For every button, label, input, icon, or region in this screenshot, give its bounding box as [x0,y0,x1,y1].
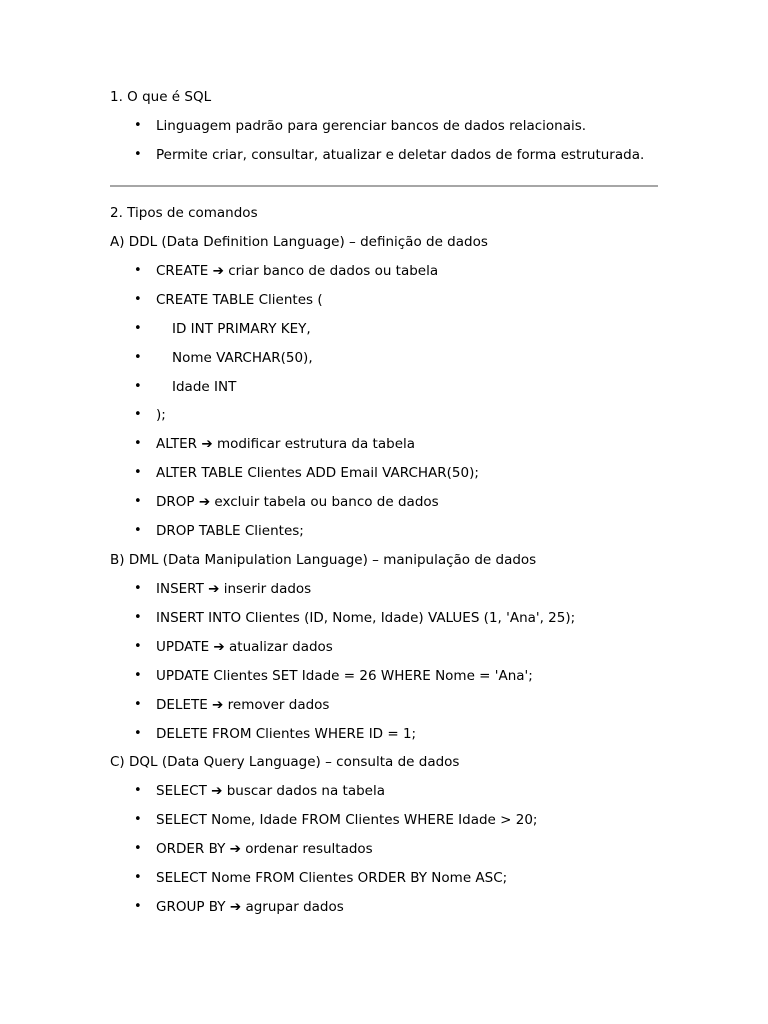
list-item [156,782,385,800]
list-item [156,378,236,396]
list-item [156,898,344,916]
list-item [156,146,644,164]
list-item-text: Nome VARCHAR(50), [172,350,313,366]
list-item [156,349,313,367]
list-item [156,869,507,887]
list-item-text: ); [156,407,166,423]
list-item-text: SELECT Nome FROM Clientes ORDER BY Nome ASC; [156,870,508,886]
list-item-text: INSERT ➔ inserir dados [156,581,312,597]
list-item-text: Permite criar, consultar, atualizar e deletar dados de forma estruturada. [156,147,645,163]
list-item [156,725,416,743]
list-item [156,117,586,135]
subsection-heading-ddl: A) DDL (Data Definition Language) – definição de dados [110,234,488,250]
list-item [156,580,311,598]
list-item [156,262,438,280]
subsection-heading-dml: B) DML (Data Manipulation Language) – manipulação de dados [110,552,537,568]
horizontal-divider [110,185,658,187]
section-heading-what-is-sql: 1. O que é SQL [110,89,212,105]
list-item-text: INSERT INTO Clientes (ID, Nome, Idade) VALUES (1, 'Ana', 25); [156,610,576,626]
list-item-text: SELECT Nome, Idade FROM Clientes WHERE Idade > 20; [156,812,538,828]
list-item [156,811,537,829]
list-item [156,320,311,338]
list-item-text: DELETE FROM Clientes WHERE ID = 1; [156,726,417,742]
list-item-text: UPDATE Clientes SET Idade = 26 WHERE Nome = 'Ana'; [156,668,533,684]
list-item-text: DELETE ➔ remover dados [156,697,330,713]
list-item-text: UPDATE ➔ atualizar dados [156,639,333,655]
list-item [156,696,329,714]
list-item-text: DROP TABLE Clientes; [156,523,304,539]
subsection-heading-dql: C) DQL (Data Query Language) – consulta de dados [110,754,460,770]
list-item-text: ALTER ➔ modificar estrutura da tabela [156,436,416,452]
list-item [156,464,479,482]
list-item-text: ALTER TABLE Clientes ADD Email VARCHAR(50); [156,465,479,481]
list-item-text: CREATE ➔ criar banco de dados ou tabela [156,263,439,279]
section-heading-command-types: 2. Tipos de comandos [110,205,258,221]
list-item [156,435,415,453]
list-item [156,406,166,424]
list-item [156,493,439,511]
list-item-text: CREATE TABLE Clientes ( [156,292,323,308]
list-item-text: SELECT ➔ buscar dados na tabela [156,783,385,799]
list-item [156,638,333,656]
list-item-text: ORDER BY ➔ ordenar resultados [156,841,373,857]
list-item [156,667,533,685]
list-item [156,840,373,858]
list-item-text: Idade INT [172,379,237,395]
list-item [156,522,304,540]
list-item [156,291,323,309]
list-item-text: GROUP BY ➔ agrupar dados [156,899,344,915]
list-item-text: Linguagem padrão para gerenciar bancos de dados relacionais. [156,118,587,134]
list-item-text: ID INT PRIMARY KEY, [172,321,311,337]
list-item [156,609,575,627]
list-item-text: DROP ➔ excluir tabela ou banco de dados [156,494,439,510]
